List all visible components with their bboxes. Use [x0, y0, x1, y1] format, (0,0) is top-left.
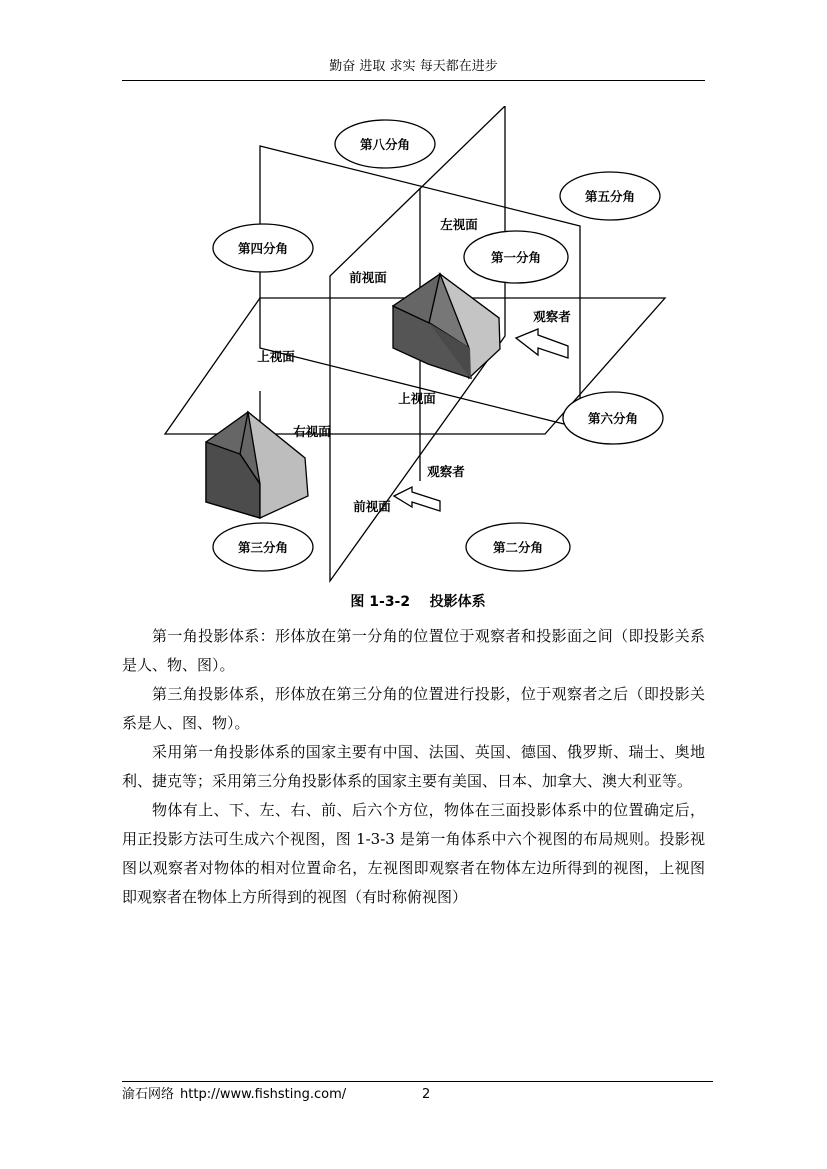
body-text: [122, 622, 705, 912]
header-text: 勤奋 进取 求实 每天都在进步: [329, 59, 498, 74]
label-front-view-lower: 前视面: [353, 499, 391, 514]
arrow-lower-icon: [394, 487, 440, 511]
page-number: 2: [422, 1087, 431, 1102]
label-right-view: 右视面: [293, 424, 331, 439]
label-octant6: 第六分角: [587, 411, 639, 426]
paragraph-third-angle: 第三角投影体系，形体放在第三分角的位置进行投影，位于观察者之后（即投影关系是人、图、物）。: [122, 685, 705, 732]
figure-caption: 图 1-3-2 投影体系: [350, 594, 486, 610]
label-octant5: 第五分角: [584, 189, 636, 204]
projection-diagram: [150, 106, 680, 616]
label-left-view: 左视面: [440, 217, 478, 232]
label-observer-upper: 观察者: [533, 309, 571, 324]
label-octant3: 第三分角: [237, 540, 289, 555]
label-front-view-upper: 前视面: [349, 270, 387, 285]
page-footer: [122, 1081, 713, 1104]
label-octant4: 第四分角: [237, 241, 289, 256]
paragraph-six-views: 物体有上、下、左、右、前、后六个方位，物体在三面投影体系中的位置确定后，用正投影方法可生成六个视图，图 1-3-3 是第一角体系中六个视图的布局规则。投影视图以观察者对物体的相对位置命名，左视图即观察者在物体左边所得到的视图，上视图即观察者在物体上方所得到的视图（有时称俯视图）: [122, 801, 705, 906]
footer-url[interactable]: http://www.fishsting.com/: [180, 1087, 347, 1102]
label-observer-lower: 观察者: [427, 464, 465, 479]
label-octant1: 第一分角: [490, 250, 542, 265]
label-top-view-left: 上视面: [257, 349, 295, 364]
label-octant2: 第二分角: [492, 540, 544, 555]
label-top-view-center: 上视面: [398, 391, 436, 406]
paragraph-countries: 采用第一角投影体系的国家主要有中国、法国、英国、德国、俄罗斯、瑞士、奥地利、捷克等；采用第三分角投影体系的国家主要有美国、日本、加拿大、澳大利亚等。: [122, 743, 705, 790]
projection-system-figure: [150, 106, 680, 616]
paragraph-first-angle: 第一角投影体系：形体放在第一分角的位置位于观察者和投影面之间（即投影关系是人、物、图）。: [122, 627, 705, 674]
label-octant8: 第八分角: [359, 137, 411, 152]
page-header: [122, 58, 705, 81]
footer-company: 渝石网络: [122, 1087, 175, 1102]
